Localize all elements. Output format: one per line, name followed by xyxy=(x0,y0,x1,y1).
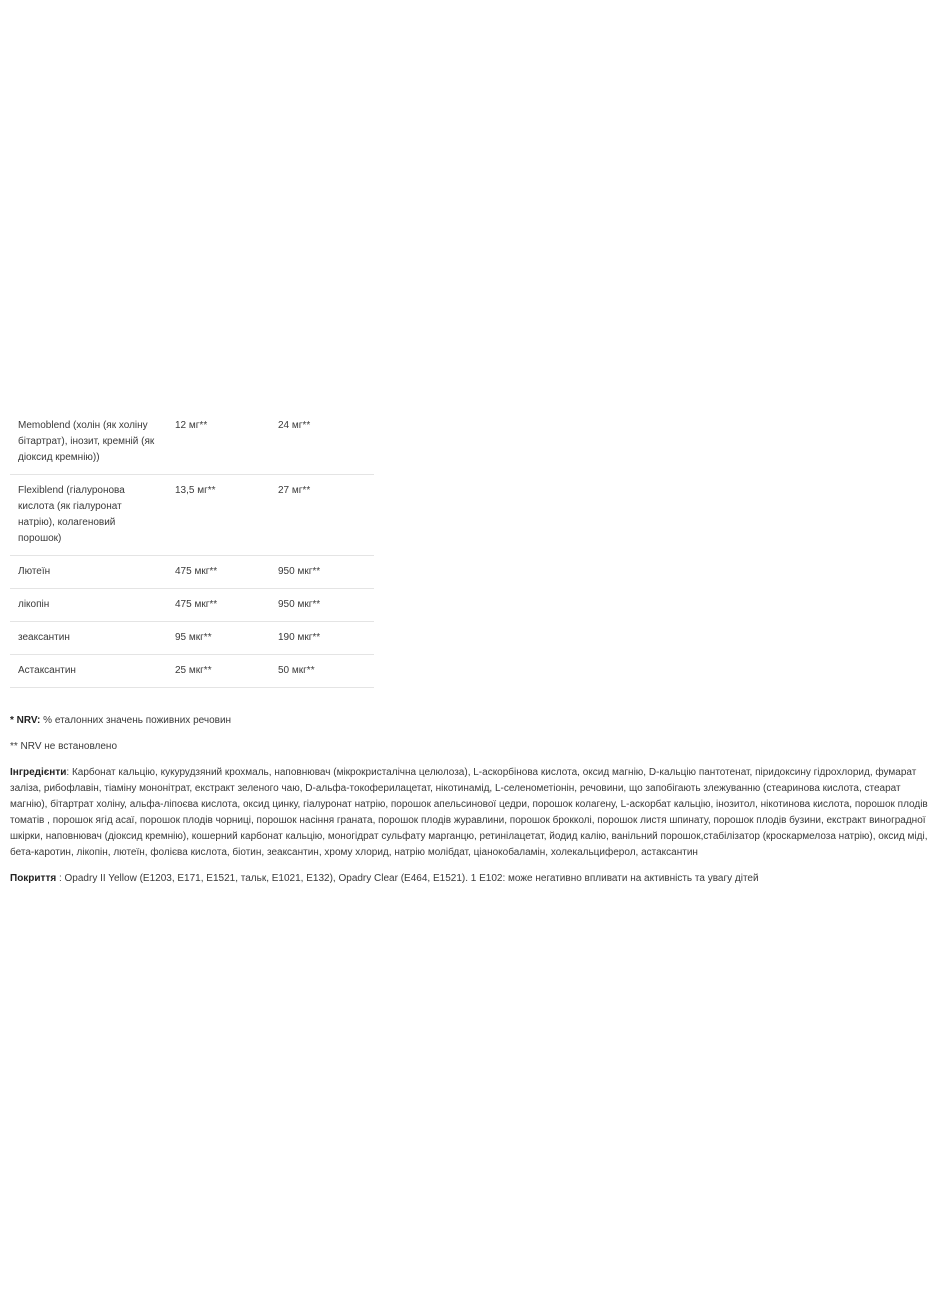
nrv-label: * NRV: xyxy=(10,715,41,726)
nutrition-table-body xyxy=(10,410,374,688)
coating-text: : Opadry II Yellow (E1203, E171, E1521, тальк, E1021, E132), Opadry Clear (E464, E1521). 1 E102: може негативно впливати на активність та увагу дітей xyxy=(56,873,759,884)
amount-per-serving: 95 мкг** xyxy=(167,622,270,655)
amount-per-two-servings: 950 мкг** xyxy=(270,556,374,589)
nutrient-name: Flexiblend (гіалуронова кислота (як гіалуронат натрію), колагеновий порошок) xyxy=(10,475,167,556)
table-row xyxy=(10,556,374,589)
table-row xyxy=(10,622,374,655)
nutrient-name: Лютеїн xyxy=(10,556,167,589)
nutrient-name: Астаксантин xyxy=(10,655,167,688)
amount-per-serving: 12 мг** xyxy=(167,410,270,475)
nrv-note xyxy=(10,713,930,729)
nutrient-name: лікопін xyxy=(10,589,167,622)
amount-per-serving: 475 мкг** xyxy=(167,556,270,589)
table-row xyxy=(10,655,374,688)
amount-per-two-servings: 27 мг** xyxy=(270,475,374,556)
amount-per-serving: 475 мкг** xyxy=(167,589,270,622)
ingredients-paragraph xyxy=(10,765,930,861)
nutrient-name: зеаксантин xyxy=(10,622,167,655)
nutrient-name: Memoblend (холін (як холіну бітартрат), інозит, кремній (як діоксид кремнію)) xyxy=(10,410,167,475)
amount-per-two-servings: 24 мг** xyxy=(270,410,374,475)
no-nrv-note: ** NRV не встановлено xyxy=(10,741,118,752)
table-row xyxy=(10,475,374,556)
notes-section xyxy=(10,713,930,897)
coating-paragraph xyxy=(10,871,930,887)
amount-per-two-servings: 190 мкг** xyxy=(270,622,374,655)
ingredients-text: : Карбонат кальцію, кукурудзяний крохмаль, наповнювач (мікрокристалічна целюлоза), L-аскорбінова кислота, оксид магнію, D-кальцію пантотенат, піридоксину гідрохлорид, фумарат заліза, рибофлавін, тіаміну мононітрат, екстракт зеленого чаю, D-альфа-токоферилацетат, нікотинамід, L-селенометіонін, речовини, що запобігають злежуванню (стеаринова кислота, стеарат магнію), бітартрат холіну, альфа-ліпоєва кислота, оксид цинку, гіалуронат натрію, порошок апельсинової цедри, порошок колагену, L-аскорбат кальцію, інозитол, нікотинова кислота, порошок плодів томатів , порошок ягід асаї, порошок плодів чорниці, порошок насіння граната, порошок плодів журавлини, порошок брокколі, порошок листя шпинату, порошок плодів бузини, екстракт виноградної шкірки, наповнювач (діоксид кремнію), кошерний карбонат кальцію, моногідрат сульфату марганцю, ретинілацетат, йодид калію, ванільний порошок,стабілізатор (кроскармелоза натрію), оксид міді, бета-каротин, лікопін, лютеїн, фолієва кислота, біотин, зеаксантин, хрому хлорид, натрію молібдат, ціанокобаламін, холекальциферол, астаксантин xyxy=(10,767,928,858)
ingredients-label: Інгредієнти xyxy=(10,767,67,778)
amount-per-two-servings: 50 мкг** xyxy=(270,655,374,688)
nrv-text: % еталонних значень поживних речовин xyxy=(40,715,232,726)
amount-per-serving: 13,5 мг** xyxy=(167,475,270,556)
nutrition-table xyxy=(10,410,374,688)
amount-per-two-servings: 950 мкг** xyxy=(270,589,374,622)
table-row xyxy=(10,589,374,622)
table-row xyxy=(10,410,374,475)
amount-per-serving: 25 мкг** xyxy=(167,655,270,688)
coating-label: Покриття xyxy=(10,873,57,884)
